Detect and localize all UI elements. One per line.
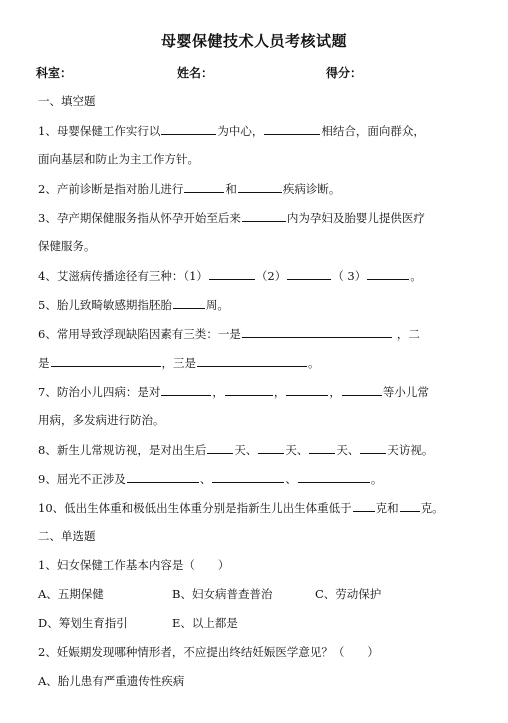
dept-label: 科室：	[36, 66, 73, 80]
fill-question-4: 4、艾滋病传播途径有三种：（1） （2） （ 3） 。	[38, 269, 422, 283]
answer-blank[interactable]	[127, 470, 199, 483]
answer-blank[interactable]	[242, 325, 392, 338]
answer-blank[interactable]	[400, 499, 420, 512]
fill-question-6-cont: 是 ，三是 。	[38, 356, 320, 370]
section-fill-heading: 一、填空题	[38, 94, 96, 108]
section-single-heading: 二、单选题	[38, 529, 96, 543]
fill-question-2: 2、产前诊断是指对胎儿进行 和 疾病诊断。	[38, 182, 341, 196]
answer-blank[interactable]	[161, 383, 211, 396]
answer-blank[interactable]	[209, 267, 255, 280]
fill-question-5: 5、胎儿致畸敏感期指胚胎 周。	[38, 298, 229, 312]
option-a[interactable]: A、五期保健	[38, 587, 104, 601]
fill-question-7-cont: 用病，多发病进行防治。	[38, 413, 165, 427]
fill-question-3: 3、孕产期保健服务指从怀孕开始至后来 内为孕妇及胎婴儿提供医疗	[38, 211, 425, 225]
page-title: 母婴保健技术人员考核试题	[160, 32, 347, 50]
answer-blank[interactable]	[238, 180, 282, 193]
answer-blank[interactable]	[258, 441, 284, 454]
option-c[interactable]: C、劳动保护	[315, 587, 382, 601]
answer-blank[interactable]	[342, 383, 382, 396]
score-label: 得分：	[326, 66, 363, 80]
fill-question-6: 6、常用导致浮现缺陷因素有三类：一是 ，二	[38, 327, 420, 341]
fill-question-1: 1、母婴保健工作实行以 为中心， 相结合，面向群众，	[38, 124, 425, 138]
answer-blank[interactable]	[360, 441, 386, 454]
answer-blank[interactable]	[225, 383, 273, 396]
fill-question-8: 8、新生儿常规访视，是对出生后 天、 天、 天、 天访视。	[38, 443, 434, 457]
answer-blank[interactable]	[309, 441, 335, 454]
answer-blank[interactable]	[173, 296, 205, 309]
fill-question-7: 7、防治小儿四病：是对 ， ， ， 等小儿常	[38, 385, 429, 399]
answer-blank[interactable]	[161, 122, 216, 135]
answer-blank[interactable]	[264, 122, 320, 135]
option-b[interactable]: B、妇女病普查普治	[172, 587, 273, 601]
answer-blank[interactable]	[197, 354, 307, 367]
answer-blank[interactable]	[212, 470, 284, 483]
answer-blank[interactable]	[286, 383, 328, 396]
answer-blank[interactable]	[287, 267, 331, 280]
answer-blank[interactable]	[353, 499, 375, 512]
single-question-1: 1、妇女保健工作基本内容是（ ）	[38, 558, 230, 572]
option-e[interactable]: E、以上都是	[172, 616, 238, 630]
name-label: 姓名：	[177, 66, 214, 80]
answer-blank[interactable]	[298, 470, 370, 483]
fill-question-10: 10、低出生体重和极低出生体重分别是指新生儿出生体重低于 克和 克。	[38, 501, 444, 515]
option-d[interactable]: D、筹划生育指引	[38, 616, 128, 630]
answer-blank[interactable]	[242, 209, 286, 222]
answer-blank[interactable]	[207, 441, 233, 454]
answer-blank[interactable]	[51, 354, 161, 367]
answer-blank[interactable]	[184, 180, 224, 193]
fill-question-3-cont: 保健服务。	[38, 239, 96, 253]
answer-blank[interactable]	[367, 267, 409, 280]
fill-question-1-cont: 面向基层和防止为主工作方针。	[38, 152, 199, 166]
single-question-2: 2、妊娠期发现哪种情形者，不应提出终结妊娠医学意见？（ ）	[38, 645, 379, 659]
option-a[interactable]: A、胎儿患有严重遗传性疾病	[38, 674, 185, 688]
fill-question-9: 9、屈光不正涉及 、 、 。	[38, 472, 383, 486]
